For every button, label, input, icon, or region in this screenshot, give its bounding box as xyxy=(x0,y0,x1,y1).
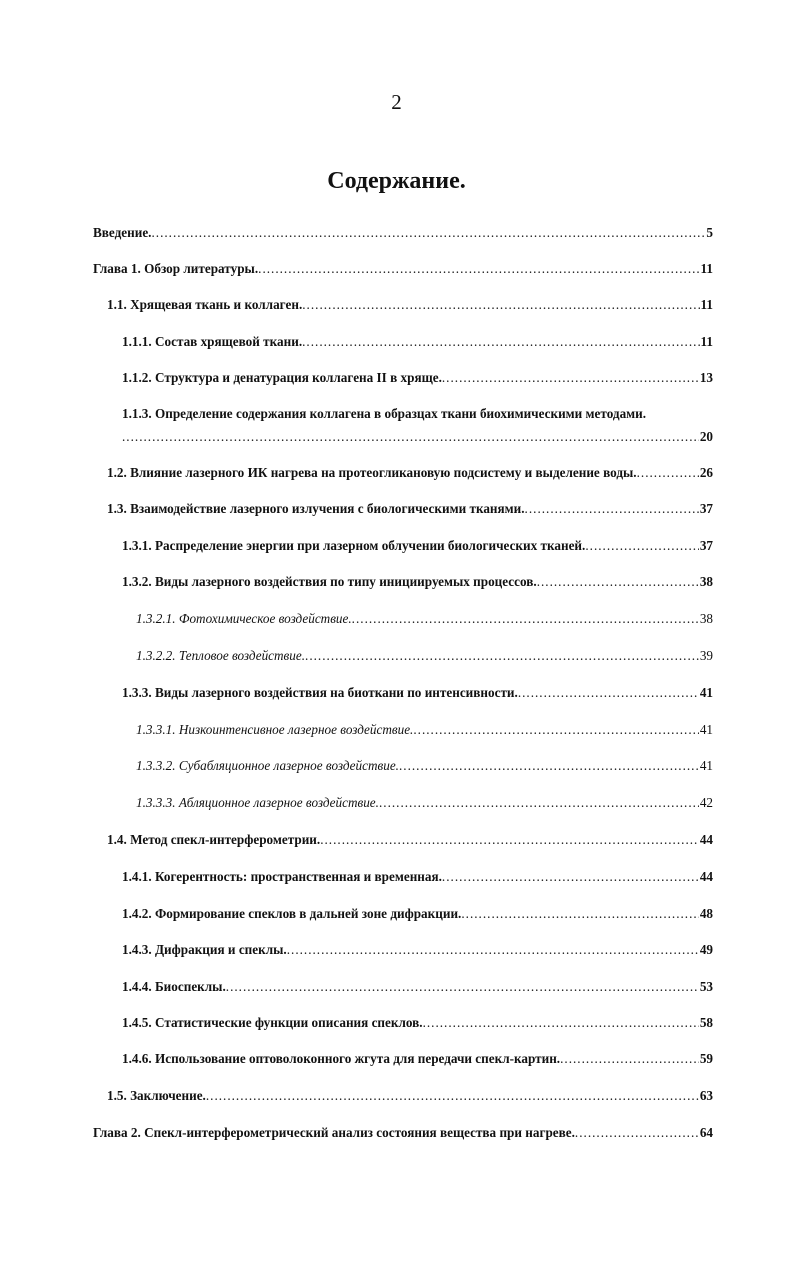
toc-entry[interactable] xyxy=(122,941,713,959)
toc-entry-title: 1.3.3.2. Субабляционное лазерное воздействие. xyxy=(136,758,399,773)
toc-entry[interactable] xyxy=(93,260,713,278)
toc-entry-title: 1.1.1. Состав хрящевой ткани. xyxy=(122,334,303,349)
toc-entry[interactable] xyxy=(122,868,713,886)
toc-entry[interactable] xyxy=(93,1124,713,1142)
toc-entry-page: 5 xyxy=(706,225,713,240)
toc-entry-title: 1.4. Метод спекл-интерферометрии. xyxy=(107,832,321,847)
toc-entry-title: Глава 1. Обзор литературы. xyxy=(93,261,259,276)
toc-entry[interactable] xyxy=(136,794,713,812)
toc-entry-page: 42 xyxy=(699,795,713,810)
toc-entry-title: Глава 2. Спекл-интерферометрический анализ состояния вещества при нагреве. xyxy=(93,1125,575,1140)
toc-entry-page: 44 xyxy=(699,832,713,847)
toc-entry-title: 1.3.2. Виды лазерного воздействия по типу инициируемых процессов. xyxy=(122,574,537,589)
toc-entry-page: 13 xyxy=(699,370,713,385)
toc-entry-title: 1.3.3.1. Низкоинтенсивное лазерное воздействие. xyxy=(136,722,414,737)
toc-entry-title: 1.5. Заключение. xyxy=(107,1088,206,1103)
toc-entry[interactable] xyxy=(107,1087,713,1105)
toc-entry[interactable] xyxy=(122,978,713,996)
toc-entry-title: 1.1.2. Структура и денатурация коллагена II в хряще. xyxy=(122,370,442,385)
toc-entry-page: 49 xyxy=(699,942,713,957)
toc-entry-title-wrapped[interactable]: 1.1.3. Определение содержания коллагена в образцах ткани биохимическими методами. xyxy=(122,406,647,421)
toc-entry-page: 37 xyxy=(699,501,713,516)
toc-entry-page: 26 xyxy=(699,465,713,480)
toc-entry[interactable] xyxy=(136,757,713,775)
toc-entry-page: 63 xyxy=(699,1088,713,1103)
toc-entry-title: 1.4.2. Формирование спеклов в дальней зоне дифракции. xyxy=(122,906,462,921)
toc-entry[interactable] xyxy=(107,831,713,849)
toc-entry-page: 64 xyxy=(699,1125,713,1140)
toc-entry-title: 1.3.3.3. Абляционное лазерное воздействие. xyxy=(136,795,379,810)
toc-entry-page: 41 xyxy=(699,758,713,773)
toc-entry-page: 58 xyxy=(699,1015,713,1030)
toc-entry[interactable] xyxy=(136,647,713,665)
toc-entry[interactable] xyxy=(122,905,713,923)
toc-entry-page: 37 xyxy=(699,538,713,553)
toc-entry-title: 1.3.1. Распределение энергии при лазерном облучении биологических тканей. xyxy=(122,538,586,553)
toc-entry-page: 20 xyxy=(699,429,713,444)
toc-entry-title: 1.3.3. Виды лазерного воздействия на биоткани по интенсивности. xyxy=(122,685,518,700)
toc-entry-page: 59 xyxy=(699,1051,713,1066)
toc-entry[interactable] xyxy=(122,1050,713,1068)
toc-entry-title: 1.4.5. Статистические функции описания спеклов. xyxy=(122,1015,423,1030)
toc-entry[interactable] xyxy=(122,684,713,702)
toc-entry[interactable] xyxy=(122,1014,713,1032)
toc-entry-title: 1.2. Влияние лазерного ИК нагрева на протеогликановую подсистему и выделение воды. xyxy=(107,465,637,480)
toc-entry-page: 48 xyxy=(699,906,713,921)
toc-entry-title: 1.4.6. Использование оптоволоконного жгута для передачи спекл-картин. xyxy=(122,1051,561,1066)
toc-entry-page: 39 xyxy=(699,648,713,663)
toc-entry-page: 53 xyxy=(699,979,713,994)
page-number: 2 xyxy=(391,90,402,114)
toc-title: Содержание. xyxy=(327,168,466,194)
toc-entry-page: 11 xyxy=(700,297,713,312)
toc-entry-page: 41 xyxy=(699,722,713,737)
toc-entry[interactable] xyxy=(122,573,713,591)
toc-entry-page: 11 xyxy=(700,334,713,349)
toc-entry-title: 1.3.2.2. Тепловое воздействие. xyxy=(136,648,306,663)
toc-entry[interactable] xyxy=(122,369,713,387)
toc-entry-title: Введение. xyxy=(93,225,152,240)
toc-entry-title: 1.1. Хрящевая ткань и коллаген. xyxy=(107,297,303,312)
toc-entry[interactable] xyxy=(122,537,713,555)
toc-entry-title: 1.4.3. Дифракция и спеклы. xyxy=(122,942,287,957)
toc-entry[interactable] xyxy=(107,500,713,518)
toc-entry[interactable] xyxy=(136,610,713,628)
toc-entry-title: 1.3.2.1. Фотохимическое воздействие. xyxy=(136,611,352,626)
toc-entry-page: 38 xyxy=(699,574,713,589)
toc-entry-page: 11 xyxy=(700,261,713,276)
toc-entry[interactable] xyxy=(122,333,713,351)
toc-entry[interactable] xyxy=(93,224,713,242)
toc-entry[interactable] xyxy=(107,464,713,482)
toc-entry-page: 38 xyxy=(699,611,713,626)
toc-entry-continuation[interactable] xyxy=(122,428,713,446)
toc-entry-title: 1.4.1. Когерентность: пространственная и временная. xyxy=(122,869,442,884)
toc-entry-page: 44 xyxy=(699,869,713,884)
toc-entry-title: 1.4.4. Биоспеклы. xyxy=(122,979,226,994)
toc-entry[interactable] xyxy=(136,721,713,739)
toc-entry-title: 1.3. Взаимодействие лазерного излучения с биологическими тканями. xyxy=(107,501,525,516)
toc-entry[interactable] xyxy=(107,296,713,314)
toc-entry-page: 41 xyxy=(699,685,713,700)
